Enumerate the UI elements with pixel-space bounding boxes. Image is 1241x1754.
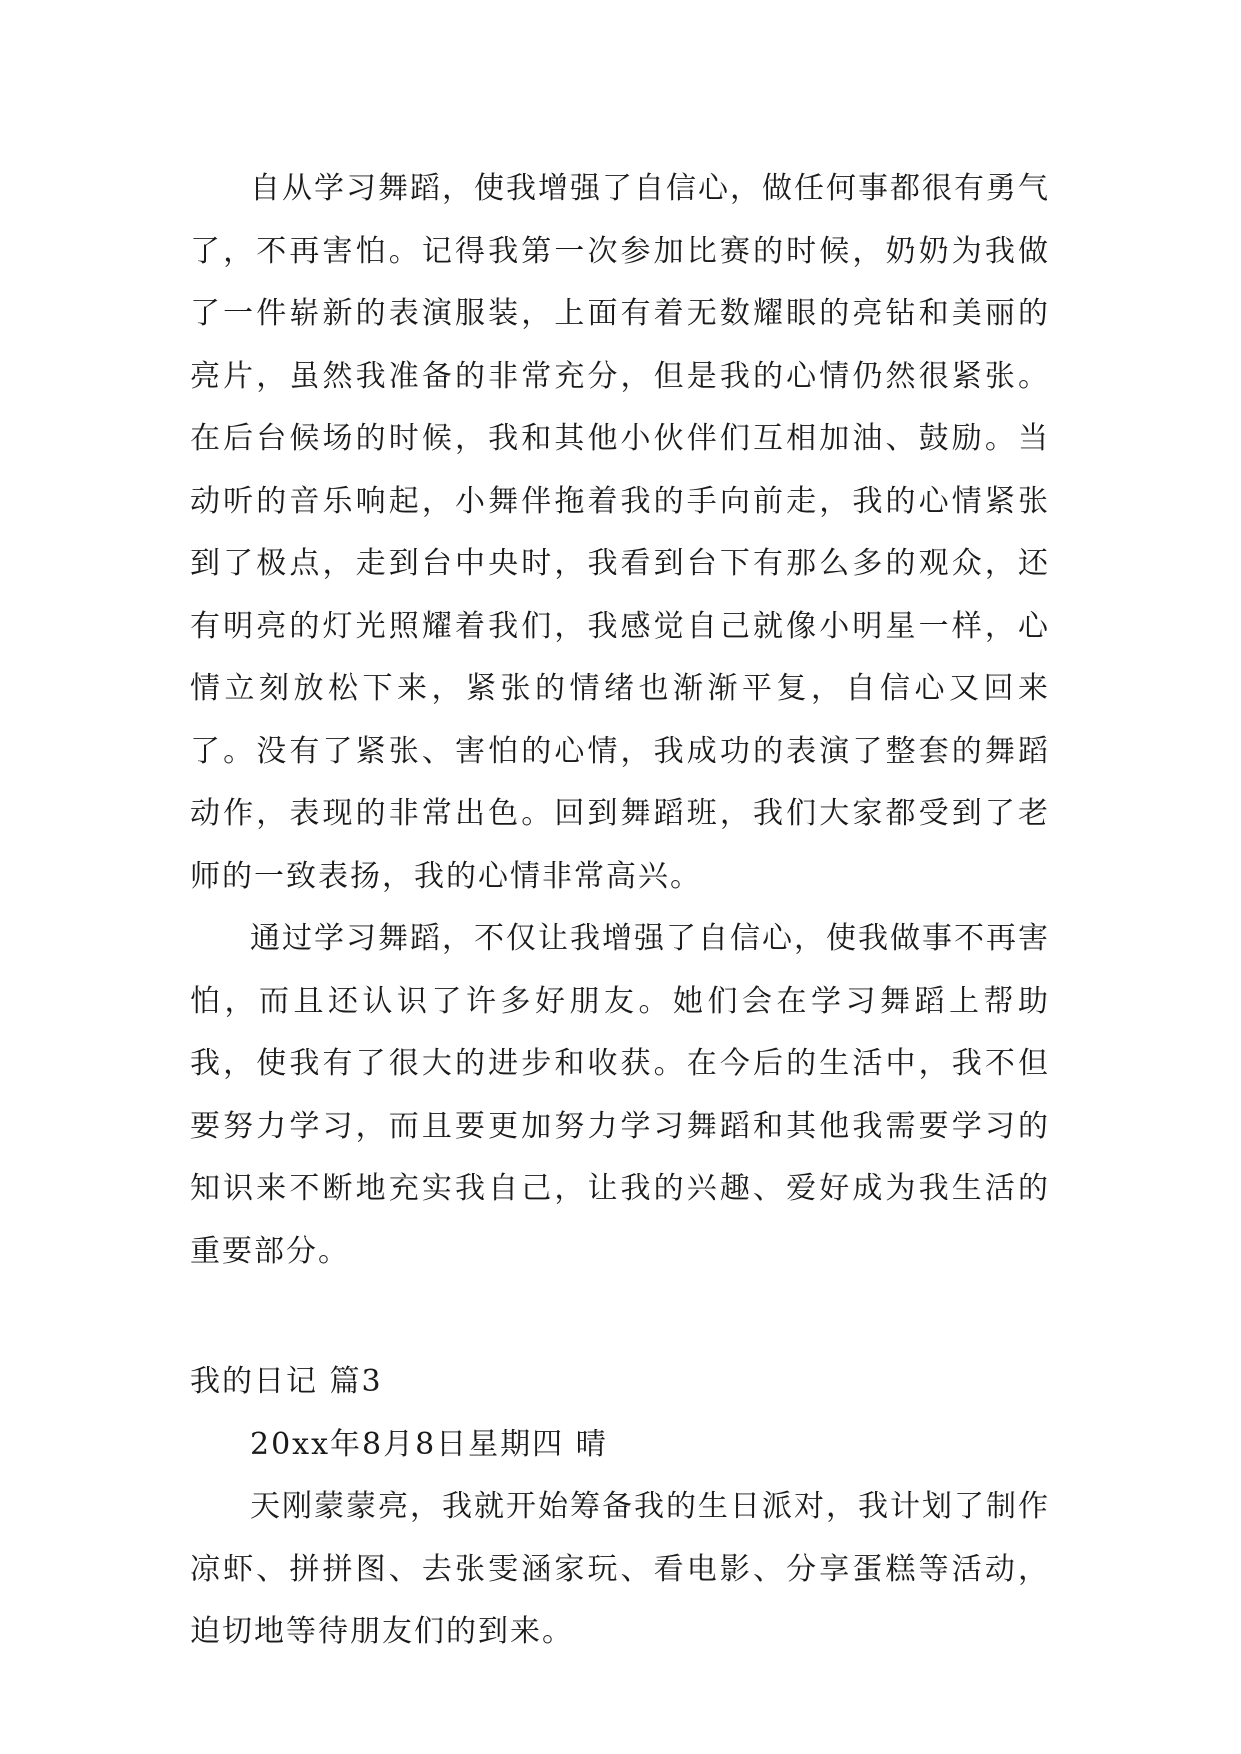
paragraph-dance-confidence: 自从学习舞蹈，使我增强了自信心，做任何事都很有勇气了，不再害怕。记得我第一次参加比赛的时候，奶奶为我做了一件崭新的表演服装，上面有着无数耀眼的亮钻和美丽的亮片，虽然我准备的非常充分，但是我的心情仍然很紧张。在后台候场的时候，我和其他小伙伴们互相加油、鼓励。当动听的音乐响起，小舞伴拖着我的手向前走，我的心情紧张到了极点，走到台中央时，我看到台下有那么多的观众，还有明亮的灯光照耀着我们，我感觉自己就像小明星一样，心情立刻放松下来，紧张的情绪也渐渐平复，自信心又回来了。没有了紧张、害怕的心情，我成功的表演了整套的舞蹈动作，表现的非常出色。回到舞蹈班，我们大家都受到了老师的一致表扬，我的心情非常高兴。 xyxy=(190,171,1050,894)
paragraph-dance-friends: 通过学习舞蹈，不仅让我增强了自信心，使我做事不再害怕，而且还认识了许多好朋友。她们会在学习舞蹈上帮助我，使我有了很大的进步和收获。在今后的生活中，我不但要努力学习，而且要更加努力学习舞蹈和其他我需要学习的知识来不断地充实我自己，让我的兴趣、爱好成为我生活的重要部分。 xyxy=(190,921,1050,1269)
document-body xyxy=(190,158,1050,1664)
entry-date-line: 20xx年8月8日星期四 晴 xyxy=(250,1426,608,1462)
paragraph-birthday-party: 天刚蒙蒙亮，我就开始筹备我的生日派对，我计划了制作凉虾、拼拼图、去张雯涵家玩、看电影、分享蛋糕等活动，迫切地等待朋友们的到来。 xyxy=(190,1489,1050,1649)
section-heading: 我的日记 篇3 xyxy=(190,1364,383,1399)
